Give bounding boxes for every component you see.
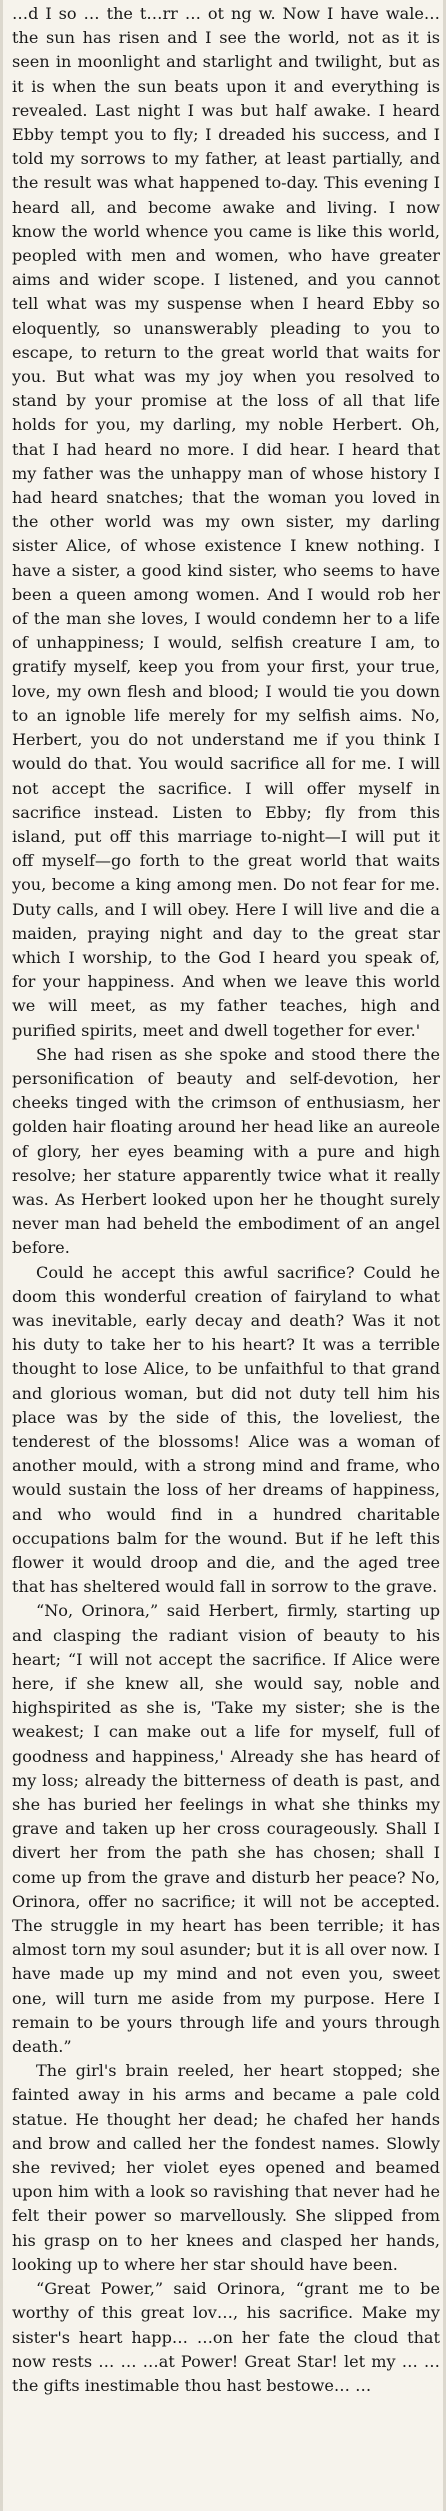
left-column-rule <box>0 0 3 2511</box>
paragraph-she-had-risen: She had risen as she spoke and stood there the personification of beauty and self-devotion, her cheeks tinged with the crimson of enthusiasm, her golden hair floating around her head like an aureole of glory, her eyes beaming with a pure and high resolve; her stature apparently twice what it really was. As Herbert looked upon her he thought surely never man had beheld the embodiment of an angel before. <box>12 1044 440 1258</box>
paragraph-orinora-speech: …d I so … the t…rr … ot ng w. Now I have wale… the sun has risen and I see the world, not as it is seen in moonlight and starlight and twilight, but as it is when the sun beats upon it and everything is revealed. Last night I was but half awake. I heard Ebby tempt you to fly; I dreaded his success, and I told my sorrows to my father, at least partially, and the result was what happened to-day. This evening I heard all, and become awake and living. I now know the world whence you came is like this world, peopled with men and women, who have greater aims and wider scope. I listened, and you cannot tell what was my suspense when I heard Ebby so eloquently, so unanswerably pleading to you to escape, to return to the great world that waits for you. But what was my joy when you resolved to stand by your promise at the loss of all that life holds for you, my darling, my noble Herbert. Oh, that I had heard no more. I did hear. I heard that my father was the unhappy man of whose history I had heard snatches; that the woman you loved in the other world was my own sister, my darling sister Alice, of whose existence I knew nothing. I have a sister, a good kind sister, who seems to have been a queen among women. And I would rob her of the man she loves, I would condemn her to a life of unhappiness; I would, selfish creature I am, to gratify myself, keep you from your first, your true, love, my own flesh and blood; I would tie you down to an ignoble life merely for my selfish aims. No, Herbert, you do not understand me if you think I would do that. You would sacrifice all for me. I will not accept the sacrifice. I will offer myself in sacrifice instead. Listen to Ebby; fly from this island, put off this marriage to-night—I will put it off myself—go forth to the great world that waits you, become a king among men. Do not fear for me. Duty calls, and I will obey. Here I will live and die a maiden, praying night and day to the great star which I worship, to the God I heard you speak of, for your happiness. And when we leave this world we will meet, as my father teaches, high and purified spirits, meet and dwell together for ever.' <box>12 4 440 1040</box>
paragraph-herbert-reply: “No, Orinora,” said Herbert, firmly, starting up and clasping the radiant vision of beauty to his heart; “I will not accept the sacrifice. If Alice were here, if she knew all, she would say, noble and highspirited as she is, 'Take my sister; she is the weakest; I can make out a life for myself, full of goodness and happiness,' Already she has heard of my loss; already the bitterness of death is past, and she has buried her feelings in what she thinks my grave and taken up her cross courageously. Shall I divert her from the path she has chosen; shall I come up from the grave and disturb her peace? No, Orinora, offer no sacrifice; it will not be accepted. The struggle in my heart has been terrible; it has almost torn my soul asunder; but it is all over now. I have made up my mind and not even you, sweet one, will turn me aside from my purpose. Here I remain to be yours through life and yours through death.” <box>12 1601 440 2057</box>
paragraph-great-power: “Great Power,” said Orinora, “grant me to be worthy of this great lov…, his sacrifice. Make my sister's heart happ… …on her fate the cloud that now rests … … …at Power! Great Star! let my … … the gifts inestimable thou hast bestowe… … <box>12 2279 440 2395</box>
paragraph-could-he-accept: Could he accept this awful sacrifice? Could he doom this wonderful creation of fairyland to what was inevitable, early decay and death? Was it not his duty to take her to his heart? It was a terrible thought to lose Alice, to be unfaithful to that grand and glorious woman, but did not duty tell him his place was by the side of this, the loveliest, the tenderest of the blossoms! Alice was a woman of another mould, with a strong mind and frame, who would sustain the loss of her dreams of happiness, and who would find in a hundred charitable occupations balm for the wound. But if he left this flower it would droop and die, and the aged tree that has sheltered would fall in sorrow to the grave. <box>12 1262 440 1597</box>
paragraph-girl-fainted: The girl's brain reeled, her heart stopped; she fainted away in his arms and became a pale cold statue. He thought her dead; he chafed her hands and brow and called her the fondest names. Slowly she revived; her violet eyes opened and beamed upon him with a look so ravishing that never had he felt their power so marvellously. She slipped from his grasp on to her knees and clasped her hands, looking up to where her star should have been. <box>12 2061 440 2274</box>
article-column <box>12 2 440 2509</box>
